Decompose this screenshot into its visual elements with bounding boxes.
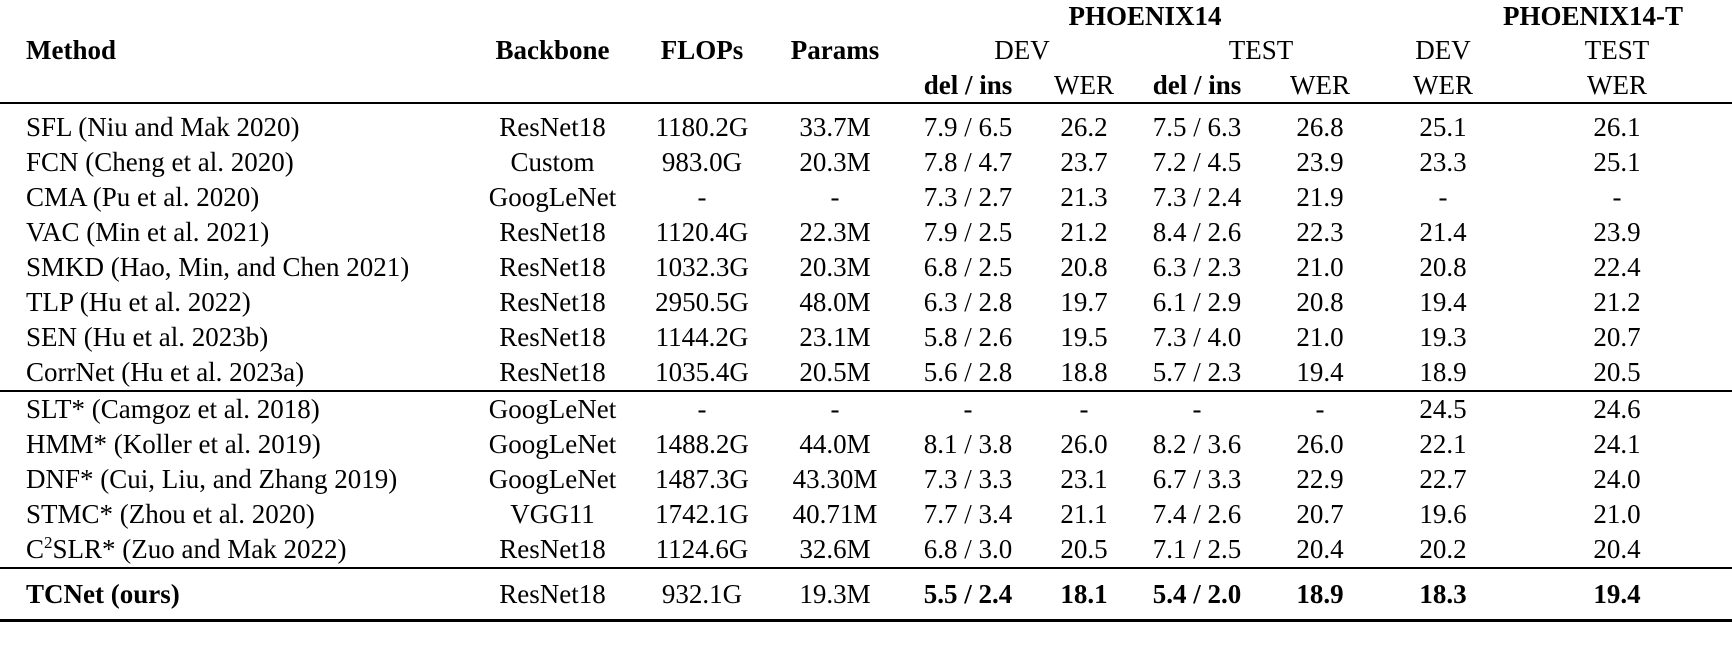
params-header: Params (790, 35, 880, 65)
table-row (0, 285, 1732, 320)
test-wer-cell: - (1256, 391, 1384, 427)
dev-del-ins-cell: 7.8 / 4.7 (923, 147, 1013, 177)
test-del-ins-cell: 7.3 / 4.0 (1152, 322, 1242, 352)
dev-del-ins-cell: 7.9 / 2.5 (923, 217, 1013, 247)
dev-wer-cell: 21.1 (1060, 499, 1108, 529)
dev-del-ins-cell: 6.8 / 3.0 (923, 534, 1013, 564)
test-del-ins-cell: 8.2 / 3.6 (1152, 429, 1242, 459)
dev-del-ins-cell: 5.8 / 2.6 (923, 322, 1013, 352)
test-wer-cell: 21.9 (1296, 182, 1344, 212)
method-header: Method (26, 35, 116, 65)
params-cell: 20.5M (799, 357, 871, 387)
t-dev-wer-cell: 23.3 (1419, 147, 1467, 177)
test-wer-cell: 22.9 (1296, 464, 1344, 494)
backbone-cell: ResNet18 (465, 568, 640, 621)
dev-wer-cell: 21.2 (1060, 217, 1108, 247)
test-wer-cell: 22.3 (1296, 217, 1344, 247)
header-row-1 (0, 0, 1732, 30)
t-dev-wer-cell: 19.6 (1419, 499, 1467, 529)
dev-del-ins-cell: 5.6 / 2.8 (923, 357, 1013, 387)
method-cell: TLP (Hu et al. 2022) (26, 287, 251, 317)
params-cell: 20.3M (799, 252, 871, 282)
table-row (0, 215, 1732, 250)
dev-del-ins-header: del / ins (906, 64, 1030, 103)
t-dev-wer-cell: 20.2 (1419, 534, 1467, 564)
method-cell: SMKD (Hao, Min, and Chen 2021) (26, 252, 410, 282)
t-test-wer-cell: 23.9 (1593, 217, 1641, 247)
flops-cell: 1488.2G (655, 429, 749, 459)
t-test-wer-cell: 21.0 (1593, 499, 1641, 529)
t-test-wer-cell: 20.7 (1593, 322, 1641, 352)
method-cell: DNF* (Cui, Liu, and Zhang 2019) (26, 464, 398, 494)
backbone-cell: ResNet18 (499, 252, 606, 282)
t-test-wer-cell: 24.6 (1502, 391, 1732, 427)
test-wer-cell: 20.7 (1296, 499, 1344, 529)
t-dev-wer-cell: - (1438, 182, 1448, 212)
dev-wer-cell: 18.8 (1060, 357, 1108, 387)
t-dev-wer-cell: 20.8 (1419, 252, 1467, 282)
backbone-cell: VGG11 (510, 499, 595, 529)
flops-cell: 1487.3G (655, 464, 749, 494)
dev-del-ins-cell: 7.3 / 3.3 (923, 464, 1013, 494)
flops-cell: 1124.6G (655, 534, 749, 564)
table-row (0, 462, 1732, 497)
table-row (0, 250, 1732, 285)
test-del-ins-cell: 6.7 / 3.3 (1152, 464, 1242, 494)
backbone-cell: ResNet18 (499, 217, 606, 247)
flops-cell: 1032.3G (655, 252, 749, 282)
test-del-ins-cell: 7.2 / 4.5 (1152, 147, 1242, 177)
flops-cell: 983.0G (661, 147, 743, 177)
params-cell: - (764, 391, 906, 427)
backbone-cell: GoogLeNet (465, 391, 640, 427)
table-row (0, 497, 1732, 532)
method-cell: VAC (Min et al. 2021) (26, 217, 270, 247)
t-test-wer-cell: 20.4 (1593, 534, 1641, 564)
dev-wer-header: WER (1030, 64, 1138, 103)
dev-wer-cell: 26.0 (1060, 429, 1108, 459)
t-test-wer-cell: 24.0 (1593, 464, 1641, 494)
header-row-3 (0, 64, 1732, 103)
t-test-wer-cell: 22.4 (1593, 252, 1641, 282)
params-cell: 40.71M (792, 499, 878, 529)
phoenix14-dev-header: DEV (994, 35, 1050, 65)
test-wer-cell: 20.8 (1296, 287, 1344, 317)
dev-wer-cell: 20.8 (1060, 252, 1108, 282)
dev-wer-cell: 19.5 (1060, 322, 1108, 352)
params-cell: 43.30M (792, 464, 878, 494)
ours-row (0, 568, 1732, 621)
dev-wer-cell: 20.5 (1060, 534, 1108, 564)
dev-del-ins-cell: 7.3 / 2.7 (923, 182, 1013, 212)
t-test-wer-cell: - (1612, 182, 1622, 212)
t-dev-wer-header: WER (1384, 64, 1502, 103)
t-test-wer-cell: 21.2 (1593, 287, 1641, 317)
dev-del-ins-cell: 6.8 / 2.5 (923, 252, 1013, 282)
params-cell: 19.3M (764, 568, 906, 621)
backbone-cell: ResNet18 (499, 534, 606, 564)
t-test-wer-cell: 26.1 (1593, 112, 1641, 142)
dev-wer-cell: 21.3 (1060, 182, 1108, 212)
test-del-ins-cell: - (1138, 391, 1256, 427)
flops-cell: 2950.5G (655, 287, 749, 317)
dev-del-ins-cell: - (906, 391, 1030, 427)
table-row (0, 427, 1732, 462)
test-wer-header: WER (1256, 64, 1384, 103)
params-cell: 48.0M (799, 287, 871, 317)
dev-wer-cell: 26.2 (1060, 112, 1108, 142)
method-cell: FCN (Cheng et al. 2020) (26, 147, 294, 177)
dev-del-ins-cell: 8.1 / 3.8 (923, 429, 1013, 459)
params-cell: 20.3M (799, 147, 871, 177)
test-del-ins-cell: 5.4 / 2.0 (1138, 568, 1256, 621)
table-row (0, 320, 1732, 355)
table-row (0, 391, 1732, 427)
phoenix14-header: PHOENIX14 (1068, 1, 1222, 31)
t-dev-wer-cell: 22.7 (1419, 464, 1467, 494)
flops-cell: 1035.4G (655, 357, 749, 387)
backbone-cell: ResNet18 (499, 112, 606, 142)
method-cell: HMM* (Koller et al. 2019) (26, 429, 321, 459)
method-cell: CorrNet (Hu et al. 2023a) (26, 357, 305, 387)
flops-header: FLOPs (660, 35, 744, 65)
t-dev-wer-cell: 18.9 (1419, 357, 1467, 387)
test-wer-cell: 26.0 (1296, 429, 1344, 459)
dev-wer-cell: 23.7 (1060, 147, 1108, 177)
t-dev-wer-cell: 18.3 (1384, 568, 1502, 621)
method-cell: CMA (Pu et al. 2020) (26, 182, 260, 212)
params-cell: 33.7M (799, 112, 871, 142)
table-row (0, 145, 1732, 180)
backbone-cell: Custom (510, 147, 595, 177)
method-cell: SLT* (Camgoz et al. 2018) (0, 391, 465, 427)
test-wer-cell: 21.0 (1296, 322, 1344, 352)
dev-wer-cell: - (1030, 391, 1138, 427)
flops-cell: 1180.2G (655, 112, 749, 142)
t-dev-wer-cell: 25.1 (1419, 112, 1467, 142)
dev-del-ins-cell: 7.9 / 6.5 (923, 112, 1013, 142)
flops-cell: - (640, 391, 764, 427)
method-prefix: C (26, 534, 45, 564)
flops-cell: 932.1G (640, 568, 764, 621)
backbone-cell: GoogLeNet (488, 429, 617, 459)
method-suffix: SLR* (Zuo and Mak 2022) (52, 534, 347, 564)
params-cell: 22.3M (799, 217, 871, 247)
test-del-ins-cell: 7.1 / 2.5 (1152, 534, 1242, 564)
phoenix14t-dev-header: DEV (1415, 35, 1471, 65)
backbone-cell: ResNet18 (499, 287, 606, 317)
t-dev-wer-cell: 19.4 (1419, 287, 1467, 317)
t-dev-wer-cell: 19.3 (1419, 322, 1467, 352)
params-cell: 44.0M (799, 429, 871, 459)
phoenix14t-header: PHOENIX14-T (1502, 1, 1683, 31)
test-del-ins-header: del / ins (1138, 64, 1256, 103)
t-test-wer-header: WER (1502, 64, 1732, 103)
table-row (0, 355, 1732, 391)
t-dev-wer-cell: 21.4 (1419, 217, 1467, 247)
flops-cell: 1144.2G (655, 322, 749, 352)
t-dev-wer-cell: 22.1 (1419, 429, 1467, 459)
backbone-cell: ResNet18 (499, 322, 606, 352)
method-superscript: 2 (44, 533, 53, 552)
params-cell: - (830, 182, 840, 212)
backbone-cell: GoogLeNet (488, 464, 617, 494)
table-row (0, 532, 1732, 568)
params-cell: 23.1M (799, 322, 871, 352)
header-row-2 (0, 30, 1732, 64)
test-del-ins-cell: 7.5 / 6.3 (1152, 112, 1242, 142)
test-del-ins-cell: 8.4 / 2.6 (1152, 217, 1242, 247)
test-wer-cell: 26.8 (1296, 112, 1344, 142)
dev-del-ins-cell: 7.7 / 3.4 (923, 499, 1013, 529)
method-cell: SFL (Niu and Mak 2020) (26, 112, 300, 142)
test-del-ins-cell: 6.1 / 2.9 (1152, 287, 1242, 317)
test-wer-cell: 23.9 (1296, 147, 1344, 177)
t-test-wer-cell: 24.1 (1593, 429, 1641, 459)
phoenix14t-test-header: TEST (1584, 35, 1650, 65)
method-cell: STMC* (Zhou et al. 2020) (26, 499, 315, 529)
test-del-ins-cell: 5.7 / 2.3 (1152, 357, 1242, 387)
test-wer-cell: 20.4 (1296, 534, 1344, 564)
flops-cell: 1742.1G (655, 499, 749, 529)
test-wer-cell: 18.9 (1256, 568, 1384, 621)
method-cell (0, 532, 465, 568)
t-test-wer-cell: 19.4 (1502, 568, 1732, 621)
t-dev-wer-cell: 24.5 (1384, 391, 1502, 427)
test-del-ins-cell: 7.4 / 2.6 (1152, 499, 1242, 529)
params-cell: 32.6M (799, 534, 871, 564)
method-cell: TCNet (ours) (0, 568, 465, 621)
dev-wer-cell: 19.7 (1060, 287, 1108, 317)
method-cell: SEN (Hu et al. 2023b) (26, 322, 269, 352)
dev-wer-cell: 18.1 (1030, 568, 1138, 621)
t-test-wer-cell: 20.5 (1593, 357, 1641, 387)
backbone-cell: GoogLeNet (488, 182, 617, 212)
backbone-cell: ResNet18 (499, 357, 606, 387)
flops-cell: - (697, 182, 707, 212)
dev-del-ins-cell: 5.5 / 2.4 (906, 568, 1030, 621)
dev-del-ins-cell: 6.3 / 2.8 (923, 287, 1013, 317)
backbone-header: Backbone (495, 35, 610, 65)
flops-cell: 1120.4G (655, 217, 749, 247)
dev-wer-cell: 23.1 (1060, 464, 1108, 494)
table-row (0, 103, 1732, 145)
test-wer-cell: 19.4 (1296, 357, 1344, 387)
phoenix14-test-header: TEST (1228, 35, 1294, 65)
test-del-ins-cell: 6.3 / 2.3 (1152, 252, 1242, 282)
table-row (0, 180, 1732, 215)
test-del-ins-cell: 7.3 / 2.4 (1152, 182, 1242, 212)
test-wer-cell: 21.0 (1296, 252, 1344, 282)
t-test-wer-cell: 25.1 (1593, 147, 1641, 177)
